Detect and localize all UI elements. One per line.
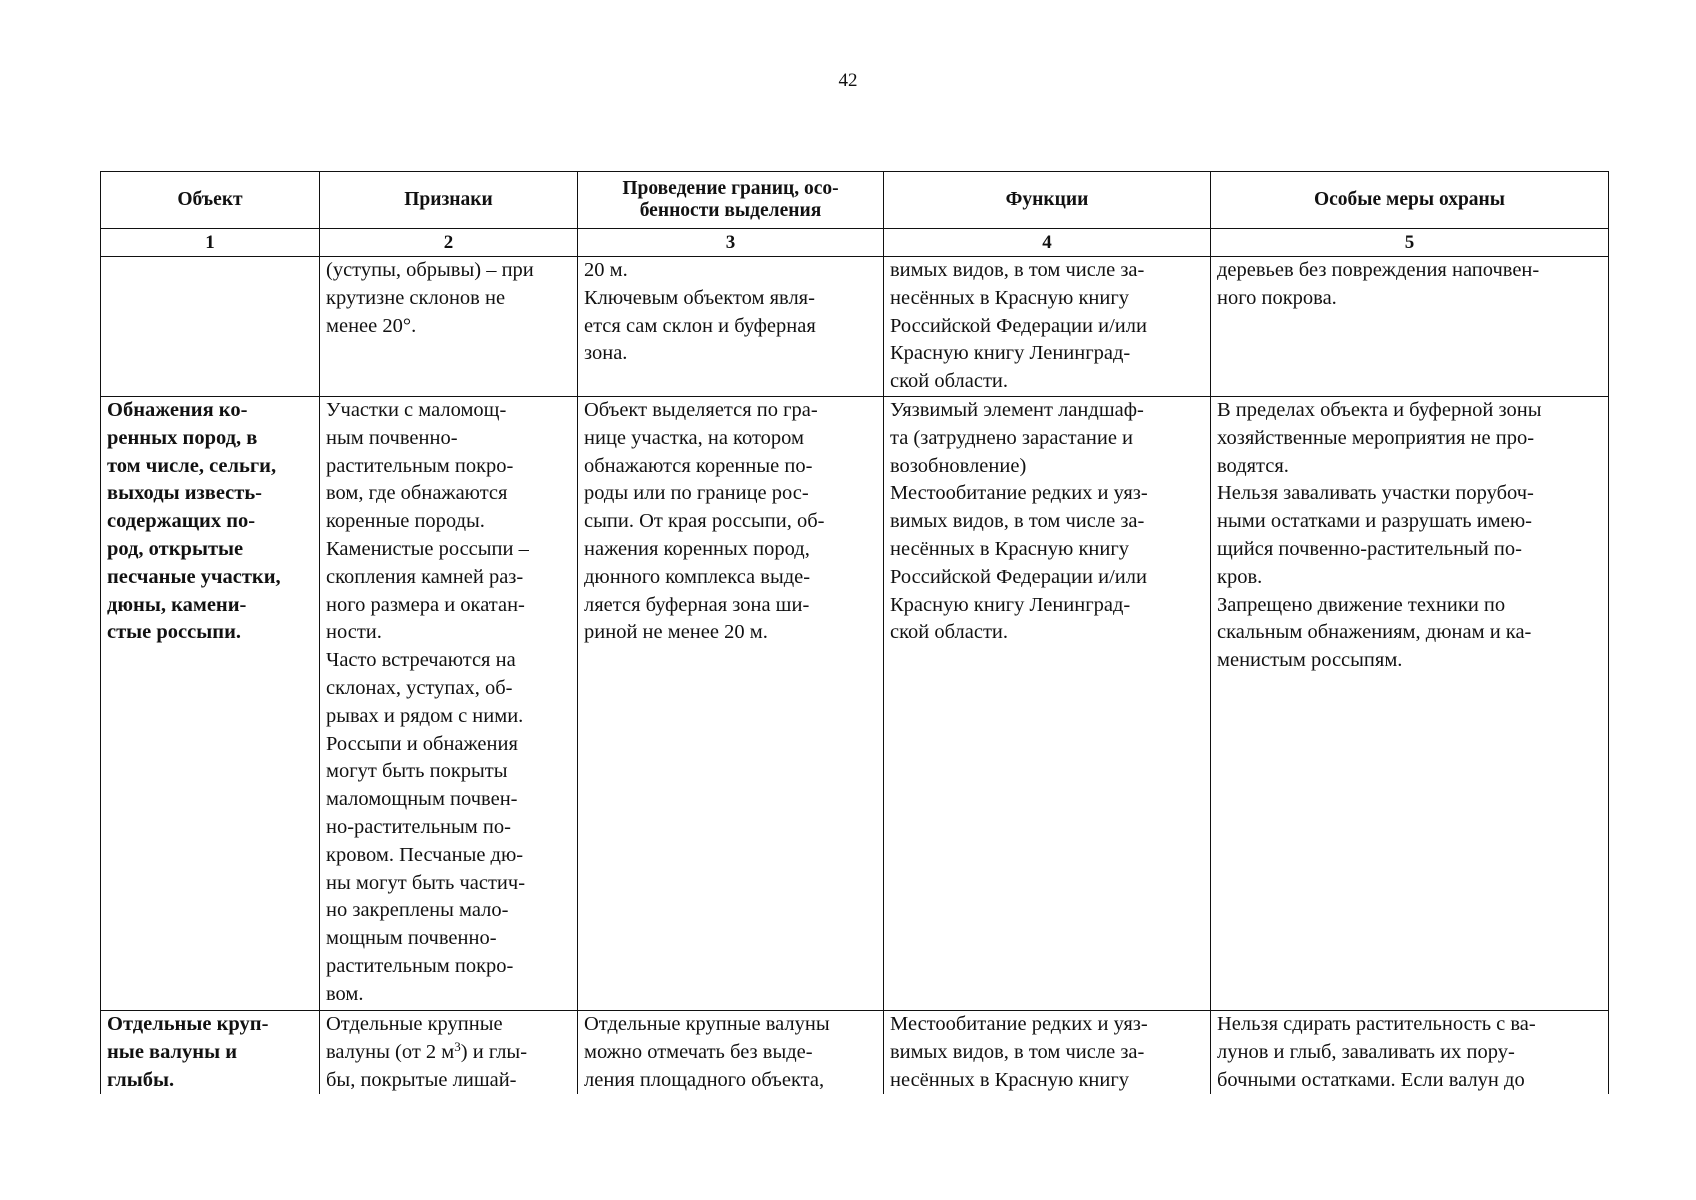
- cell-object: [101, 397, 320, 1011]
- cell-functions: [884, 1011, 1211, 1095]
- cell-line: но-растительным по-: [326, 815, 511, 838]
- cell-line: нице участка, на котором: [584, 426, 804, 449]
- cell-line: Объект выделяется по гра-: [584, 399, 818, 421]
- cell-line: ности.: [326, 621, 382, 644]
- cell-line: ляется буферная зона ши-: [584, 593, 810, 616]
- cell-line: крутизне склонов не: [326, 286, 506, 309]
- cell-line: содержащих по-: [107, 510, 256, 533]
- cell-line: том числе, сельги,: [107, 454, 277, 477]
- cell-line: Участки с маломощ-: [326, 399, 507, 421]
- cell-line: мощным почвенно-: [326, 927, 497, 950]
- cell-borders: [578, 1011, 884, 1095]
- cell-line: дюнного комплекса выде-: [584, 565, 811, 588]
- cell-line: можно отмечать без выде-: [584, 1040, 813, 1063]
- cell-line: Красную книгу Ленинград-: [890, 593, 1131, 616]
- cell-line: бы, покрытые лишай-: [326, 1068, 517, 1091]
- cell-line: ется сам склон и буферная: [584, 314, 816, 337]
- cell-line: несённых в Красную книгу: [890, 1068, 1130, 1091]
- cell-line: склонах, уступах, об-: [326, 676, 513, 699]
- column-number: 4: [884, 229, 1211, 257]
- cell-line: ными остатками и разрушать имею-: [1217, 510, 1532, 533]
- cell-line: Обнажения ко-: [107, 399, 248, 421]
- cell-line: деревьев без повреждения напочвен-: [1217, 259, 1540, 281]
- cell-signs: [320, 1011, 578, 1095]
- cell-line: Российской Федерации и/или: [890, 314, 1147, 337]
- cell-line: ным почвенно-: [326, 426, 458, 449]
- page-number: 42: [838, 70, 858, 91]
- cell-text: валуны (от 2 м: [326, 1040, 455, 1063]
- cell-line: Ключевым объектом явля-: [584, 286, 815, 309]
- cell-line: лунов и глыб, заваливать их пору-: [1217, 1040, 1515, 1063]
- table-header-row: [101, 172, 1609, 229]
- header-functions: Функции: [884, 172, 1211, 229]
- table-row: [101, 397, 1609, 1011]
- cell-line: скопления камней раз-: [326, 565, 524, 588]
- cell-line: песчаные участки,: [107, 565, 281, 588]
- cell-line: зона.: [584, 342, 628, 365]
- header-borders: [578, 172, 884, 229]
- cell-line: дюны, камени-: [107, 593, 247, 616]
- cell-line: Отдельные круп-: [107, 1013, 269, 1035]
- cell-line: глыбы.: [107, 1068, 175, 1091]
- cell-line: Нельзя заваливать участки порубоч-: [1217, 482, 1534, 505]
- cell-line: могут быть покрыты: [326, 760, 508, 783]
- cell-line: ные валуны и: [107, 1040, 238, 1063]
- superscript: 3: [454, 1038, 461, 1054]
- cell-line: возобновление): [890, 454, 1027, 477]
- cell-line: щийся почвенно-растительный по-: [1217, 537, 1522, 560]
- cell-borders: [578, 397, 884, 1011]
- cell-line: ской области.: [890, 621, 1009, 644]
- cell-line: менистым россыпям.: [1217, 649, 1403, 672]
- header-signs: Признаки: [320, 172, 578, 229]
- cell-line: риной не менее 20 м.: [584, 621, 768, 644]
- cell-line: стые россыпи.: [107, 621, 242, 644]
- cell-line: Каменистые россыпи –: [326, 537, 529, 560]
- cell-functions: [884, 397, 1211, 1011]
- cell-line: растительным покро-: [326, 454, 514, 477]
- cell-line: Нельзя сдирать растительность с ва-: [1217, 1013, 1536, 1035]
- cell-borders: [578, 257, 884, 397]
- cell-line: Местообитание редких и уяз-: [890, 482, 1148, 505]
- cell-line: кров.: [1217, 565, 1263, 588]
- cell-object: [101, 257, 320, 397]
- table-row: [101, 1011, 1609, 1095]
- table-row: [101, 257, 1609, 397]
- cell-line: род, открытые: [107, 537, 244, 560]
- cell-line: ного покрова.: [1217, 286, 1337, 309]
- column-number: 1: [101, 229, 320, 257]
- cell-line: хозяйственные мероприятия не про-: [1217, 426, 1535, 449]
- cell-line: 20 м.: [584, 259, 628, 281]
- cell-line: вом.: [326, 982, 364, 1005]
- protection-table: [100, 171, 1609, 1094]
- cell-line: растительным покро-: [326, 954, 514, 977]
- cell-line: Запрещено движение техники по: [1217, 593, 1506, 616]
- cell-line: но закреплены мало-: [326, 899, 509, 922]
- cell-signs: [320, 397, 578, 1011]
- cell-line: вом, где обнажаются: [326, 482, 508, 505]
- header-object: Объект: [101, 172, 320, 229]
- cell-line: та (затруднено зарастание и: [890, 426, 1134, 449]
- cell-line: Отдельные крупные валуны: [584, 1013, 830, 1035]
- cell-line: скальным обнажениям, дюнам и ка-: [1217, 621, 1532, 644]
- cell-line: ления площадного объекта,: [584, 1068, 825, 1091]
- cell-line: ской области.: [890, 370, 1009, 393]
- cell-line: вимых видов, в том числе за-: [890, 510, 1145, 533]
- cell-line: Россыпи и обнажения: [326, 732, 518, 755]
- cell-line: [326, 1039, 573, 1067]
- cell-line: вимых видов, в том числе за-: [890, 1040, 1145, 1063]
- column-number: 2: [320, 229, 578, 257]
- column-number: 3: [578, 229, 884, 257]
- cell-line: Местообитание редких и уяз-: [890, 1013, 1148, 1035]
- cell-line: Красную книгу Ленинград-: [890, 342, 1131, 365]
- cell-line: Уязвимый элемент ландшаф-: [890, 399, 1144, 421]
- cell-line: ны могут быть частич-: [326, 871, 526, 894]
- cell-line: ного размера и окатан-: [326, 593, 525, 616]
- cell-line: бочными остатками. Если валун до: [1217, 1068, 1525, 1091]
- cell-line: маломощным почвен-: [326, 788, 518, 811]
- header-borders-line: бенности выделения: [639, 200, 822, 221]
- cell-measures: [1211, 257, 1609, 397]
- cell-line: (уступы, обрывы) – при: [326, 259, 534, 281]
- cell-text: ) и глы-: [460, 1040, 528, 1063]
- column-number: 5: [1211, 229, 1609, 257]
- cell-line: водятся.: [1217, 454, 1289, 477]
- cell-signs: [320, 257, 578, 397]
- cell-line: рывах и рядом с ними.: [326, 704, 524, 727]
- cell-line: ренных пород, в: [107, 426, 258, 449]
- cell-object: [101, 1011, 320, 1095]
- cell-line: менее 20°.: [326, 314, 417, 337]
- cell-functions: [884, 257, 1211, 397]
- cell-line: выходы известь-: [107, 482, 263, 505]
- header-measures: Особые меры охраны: [1211, 172, 1609, 229]
- cell-line: кровом. Песчаные дю-: [326, 843, 524, 866]
- cell-measures: [1211, 397, 1609, 1011]
- cell-line: Часто встречаются на: [326, 649, 516, 672]
- cell-line: несённых в Красную книгу: [890, 286, 1130, 309]
- column-number-row: [101, 229, 1609, 257]
- cell-line: роды или по границе рос-: [584, 482, 809, 505]
- cell-line: несённых в Красную книгу: [890, 537, 1130, 560]
- cell-line: Отдельные крупные: [326, 1013, 503, 1035]
- cell-measures: [1211, 1011, 1609, 1095]
- cell-line: Российской Федерации и/или: [890, 565, 1147, 588]
- cell-line: нажения коренных пород,: [584, 537, 810, 560]
- cell-line: сыпи. От края россыпи, об-: [584, 510, 825, 533]
- cell-line: В пределах объекта и буферной зоны: [1217, 399, 1542, 421]
- header-borders-line: Проведение границ, осо-: [622, 178, 839, 199]
- cell-line: коренные породы.: [326, 510, 485, 533]
- cell-line: обнажаются коренные по-: [584, 454, 813, 477]
- cell-line: вимых видов, в том числе за-: [890, 259, 1145, 281]
